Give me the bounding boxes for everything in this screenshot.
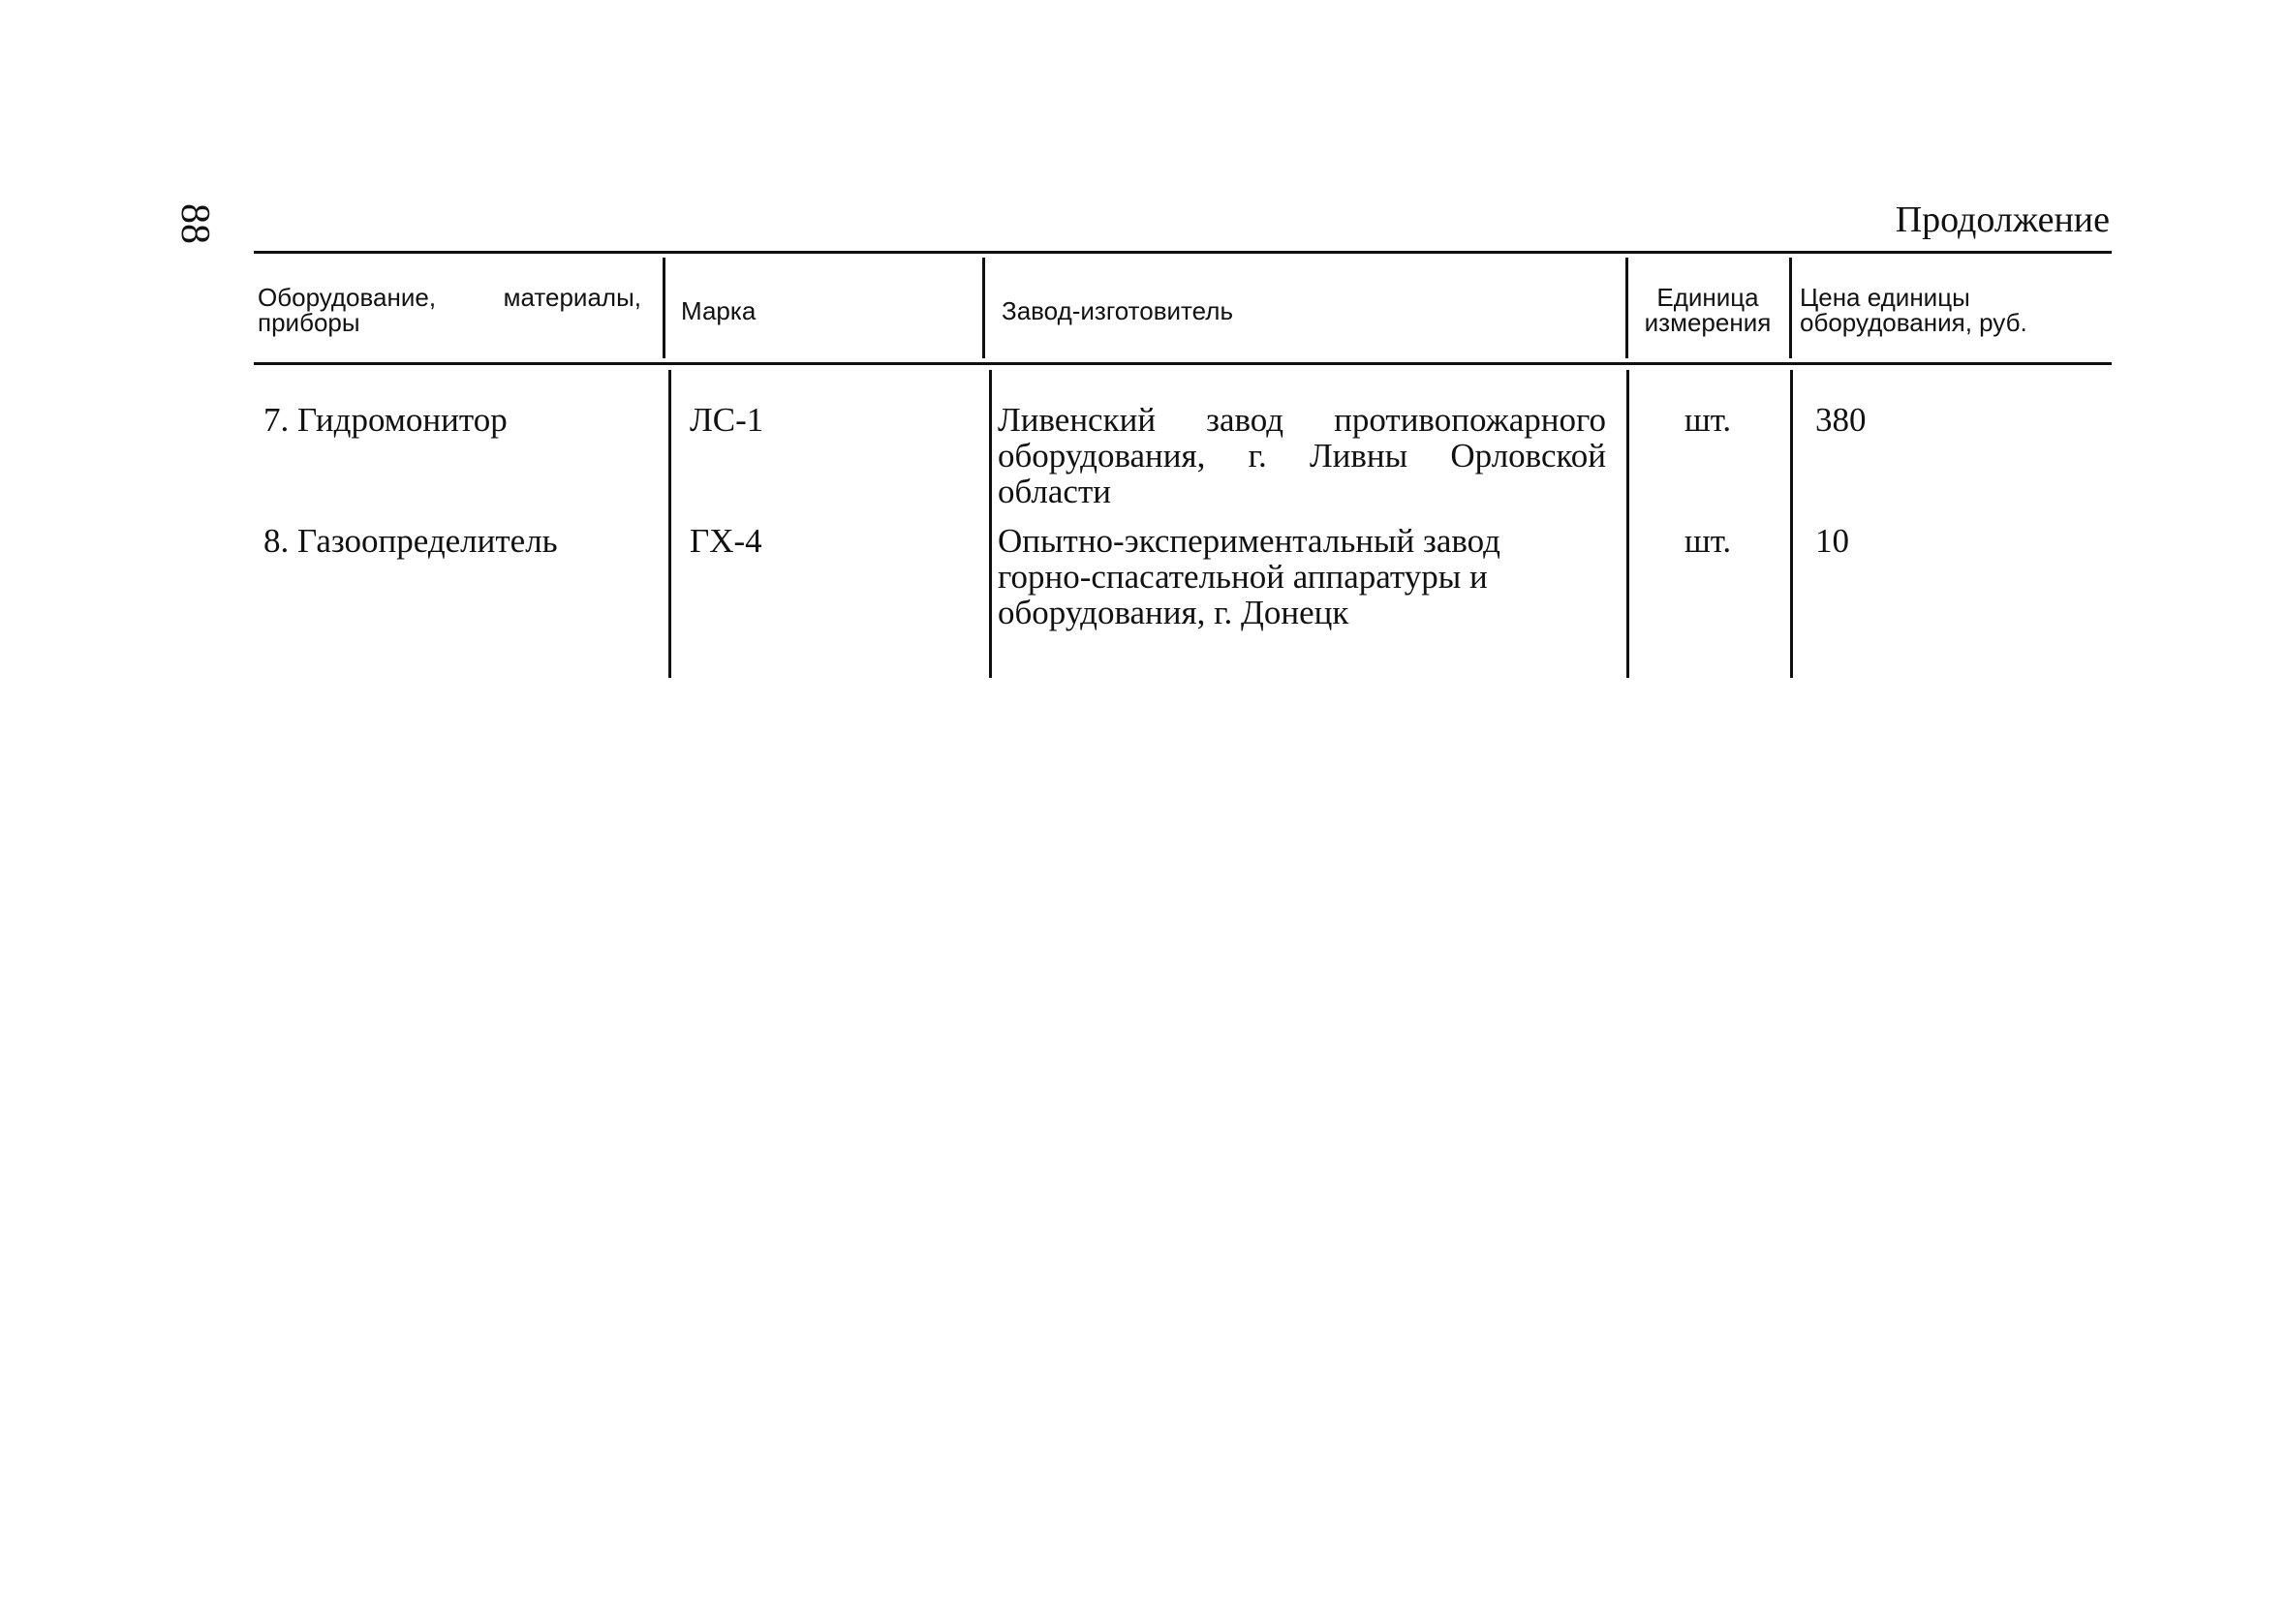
cell-brand: ГХ-4 [690,522,762,560]
column-divider [1790,370,1793,678]
column-divider [1789,258,1792,358]
cell-manufacturer: Ливенский завод противопожарного оборудования, г. Ливны Орловской области [998,401,1606,510]
page-number: 88 [172,203,217,244]
table-top-rule [254,251,2112,254]
column-header-equipment: Оборудование, материалы, приборы [258,283,641,337]
column-header-manufacturer: Завод-изготовитель [1002,296,1233,325]
column-divider [668,370,671,678]
column-header-brand: Марка [681,296,757,325]
cell-equipment: 7. Гидромонитор [263,401,508,439]
cell-equipment: 8. Газоопределитель [263,522,558,560]
continuation-label: Продолжение [1895,199,2110,240]
column-divider [982,258,985,358]
column-divider [989,370,992,678]
column-divider [663,258,665,358]
column-header-price: Цена единицы оборудования, руб. [1800,283,2027,337]
cell-unit: шт. [1684,401,1732,439]
cell-manufacturer: Опытно-экспериментальный завод горно-спасательной аппаратуры и оборудования, г. Донецк [998,522,1500,631]
table-header-rule [254,362,2112,365]
column-divider [1625,258,1628,358]
column-header-unit: Единица измерения [1644,283,1772,337]
column-divider [1626,370,1629,678]
cell-brand: ЛС-1 [690,401,764,439]
cell-price: 10 [1815,522,1849,560]
cell-price: 380 [1815,401,1867,439]
cell-unit: шт. [1684,522,1732,560]
